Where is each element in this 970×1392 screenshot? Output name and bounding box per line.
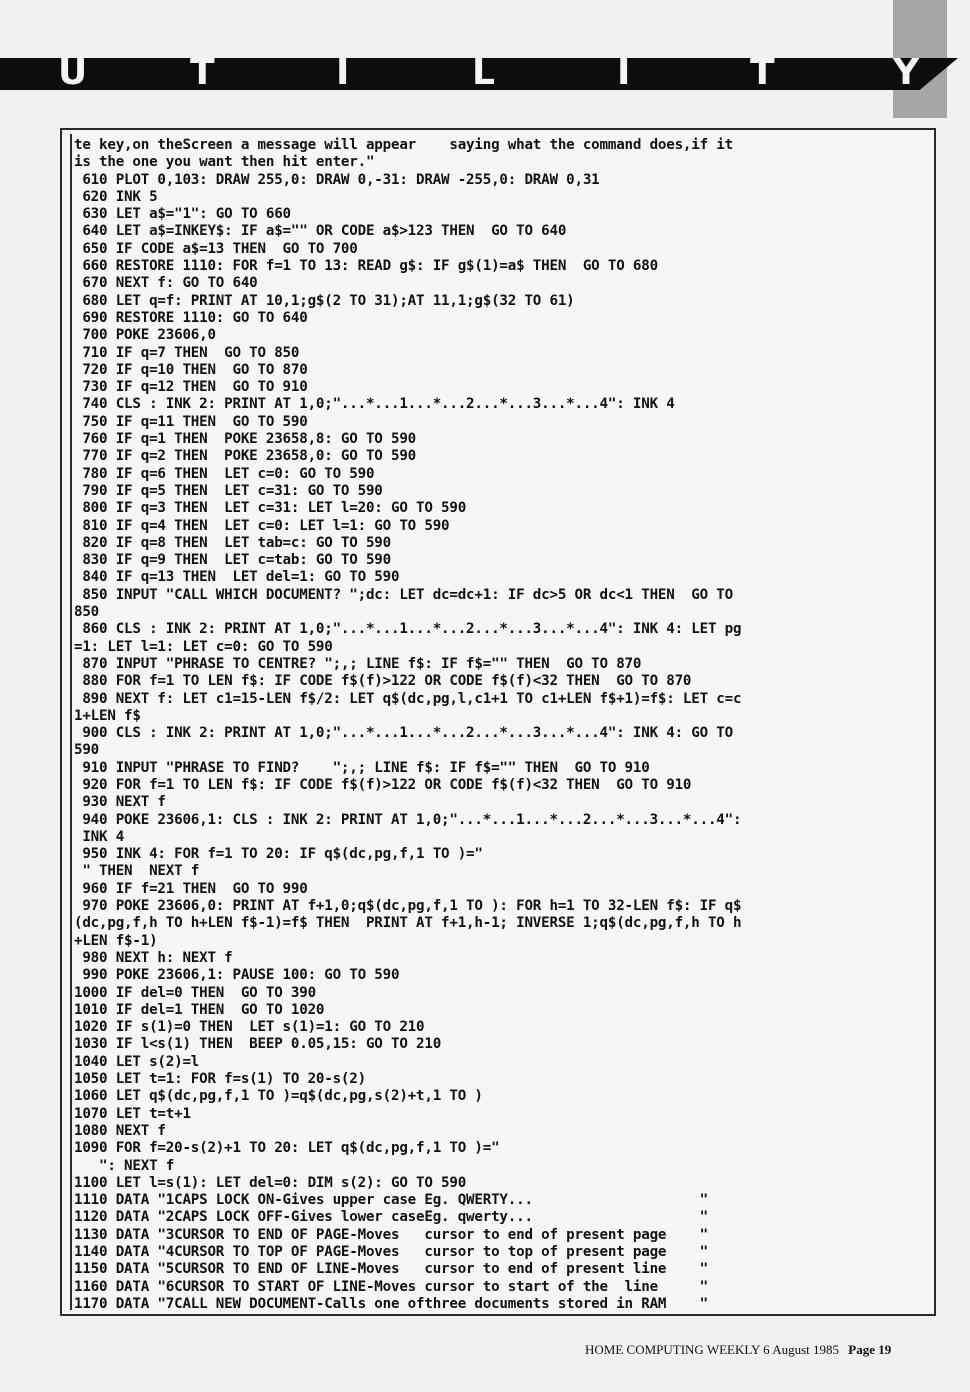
code-line: +LEN f$-1) [74,932,158,949]
code-line: 860 CLS : INK 2: PRINT AT 1,0;"...*...1...*...2...*...3...*...4": INK 4: LET pg [74,621,742,638]
code-line: 870 INPUT "PHRASE TO CENTRE? ";,; LINE f$: IF f$="" THEN GO TO 870 [74,655,642,672]
code-line: 970 POKE 23606,0: PRINT AT f+1,0;q$(dc,pg,f,1 TO ): FOR h=1 TO 32-LEN f$: IF q$ [74,898,742,915]
code-line: ": NEXT f [74,1157,175,1174]
code-line: 850 INPUT "CALL WHICH DOCUMENT? ";dc: LET dc=dc+1: IF dc>5 OR dc<1 THEN GO TO [74,586,733,603]
code-line: is the one you want then hit enter." [74,154,375,171]
code-line: 1120 DATA "2CAPS LOCK OFF-Gives lower caseEg. qwerty... " [74,1209,708,1226]
code-line: 1090 FOR f=20-s(2)+1 TO 20: LET q$(dc,pg,f,1 TO )=" [74,1140,500,1157]
code-line: 790 IF q=5 THEN LET c=31: GO TO 590 [74,482,383,499]
code-line: 910 INPUT "PHRASE TO FIND? ";,; LINE f$: IF f$="" THEN GO TO 910 [74,759,650,776]
code-line: 820 IF q=8 THEN LET tab=c: GO TO 590 [74,534,391,551]
code-line: 660 RESTORE 1110: FOR f=1 TO 13: READ g$: IF g$(1)=a$ THEN GO TO 680 [74,258,658,275]
code-line: 620 INK 5 [74,188,158,205]
code-line: 1000 IF del=0 THEN GO TO 390 [74,984,316,1001]
code-line: 1160 DATA "6CURSOR TO START OF LINE-Moves cursor to start of the line " [74,1278,708,1295]
code-line: 920 FOR f=1 TO LEN f$: IF CODE f$(f)>122 OR CODE f$(f)<32 THEN GO TO 910 [74,776,692,793]
publication-line: HOME COMPUTING WEEKLY 6 August 1985 [585,1342,840,1357]
code-line: 640 LET a$=INKEY$: IF a$="" OR CODE a$>123 THEN GO TO 640 [74,223,567,240]
banner-letter: I [617,52,631,93]
code-line: 1020 IF s(1)=0 THEN LET s(1)=1: GO TO 210 [74,1019,425,1036]
code-line: 1150 DATA "5CURSOR TO END OF LINE-Moves cursor to end of present line " [74,1261,708,1278]
code-line: 680 LET q=f: PRINT AT 10,1;g$(2 TO 31);AT 11,1;g$(32 TO 61) [74,292,575,309]
code-line: te key,on theScreen a message will appear saying what the command does,if it [74,137,733,153]
code-line: 960 IF f=21 THEN GO TO 990 [74,880,308,897]
code-line: 990 POKE 23606,1: PAUSE 100: GO TO 590 [74,967,400,984]
code-line: 1140 DATA "4CURSOR TO TOP OF PAGE-Moves cursor to top of present page " [74,1244,708,1260]
code-line: 720 IF q=10 THEN GO TO 870 [74,361,308,378]
page-footer [585,1342,891,1358]
banner-letter: Y [893,52,920,93]
code-line: 940 POKE 23606,1: CLS : INK 2: PRINT AT 1,0;"...*...1...*...2...*...3...*...4": [74,811,742,828]
code-line: 800 IF q=3 THEN LET c=31: LET l=20: GO TO 590 [74,500,467,517]
code-line: 1100 LET l=s(1): LET del=0: DIM s(2): GO TO 590 [74,1174,467,1191]
program-listing [74,137,924,1313]
code-line: 1110 DATA "1CAPS LOCK ON-Gives upper case Eg. QWERTY... " [74,1192,708,1209]
code-line: 740 CLS : INK 2: PRINT AT 1,0;"...*...1...*...2...*...3...*...4": INK 4 [74,396,675,413]
code-line: 810 IF q=4 THEN LET c=0: LET l=1: GO TO 590 [74,517,450,534]
code-line: =1: LET l=1: LET c=0: GO TO 590 [74,638,333,655]
code-line: 630 LET a$="1": GO TO 660 [74,206,291,223]
code-line: 1050 LET t=1: FOR f=s(1) TO 20-s(2) [74,1071,366,1088]
code-line: 1030 IF l<s(1) THEN BEEP 0.05,15: GO TO 210 [74,1036,442,1053]
code-line: 830 IF q=9 THEN LET c=tab: GO TO 590 [74,552,391,569]
code-line: 610 PLOT 0,103: DRAW 255,0: DRAW 0,-31: DRAW -255,0: DRAW 0,31 [74,171,600,188]
code-line: 760 IF q=1 THEN POKE 23658,8: GO TO 590 [74,431,417,448]
code-line: 1170 DATA "7CALL NEW DOCUMENT-Calls one ofthree documents stored in RAM " [74,1295,708,1312]
banner-letter: U [58,52,88,93]
code-line: 1080 NEXT f [74,1122,166,1139]
code-line: 670 NEXT f: GO TO 640 [74,275,258,292]
code-line: 1040 LET s(2)=l [74,1053,200,1070]
banner-letter: L [472,52,495,93]
code-line: 590 [74,742,100,759]
code-line: 850 [74,604,100,621]
code-line: 750 IF q=11 THEN GO TO 590 [74,413,308,430]
code-line: 780 IF q=6 THEN LET c=0: GO TO 590 [74,465,375,482]
code-line: 1060 LET q$(dc,pg,f,1 TO )=q$(dc,pg,s(2)+t,1 TO ) [74,1088,483,1105]
banner-letter: T [190,52,215,93]
code-line: 710 IF q=7 THEN GO TO 850 [74,344,300,361]
banner-letter: T [750,52,775,93]
code-line: 900 CLS : INK 2: PRINT AT 1,0;"...*...1...*...2...*...3...*...4": INK 4: GO TO [74,725,733,742]
page-number: Page 19 [848,1342,892,1357]
code-line: 1+LEN f$ [74,707,141,724]
code-line: 840 IF q=13 THEN LET del=1: GO TO 590 [74,569,400,586]
code-line: 650 IF CODE a$=13 THEN GO TO 700 [74,240,358,257]
code-line: 700 POKE 23606,0 [74,327,216,344]
code-line: 690 RESTORE 1110: GO TO 640 [74,309,308,326]
code-line: 1130 DATA "3CURSOR TO END OF PAGE-Moves cursor to end of present page " [74,1226,708,1243]
code-line: (dc,pg,f,h TO h+LEN f$-1)=f$ THEN PRINT AT f+1,h-1; INVERSE 1;q$(dc,pg,f,h TO h [74,915,742,932]
code-line: 770 IF q=2 THEN POKE 23658,0: GO TO 590 [74,448,417,465]
code-line: 1010 IF del=1 THEN GO TO 1020 [74,1001,325,1018]
code-line: 730 IF q=12 THEN GO TO 910 [74,379,308,396]
code-line: " THEN NEXT f [74,863,200,880]
code-line: 880 FOR f=1 TO LEN f$: IF CODE f$(f)>122 OR CODE f$(f)<32 THEN GO TO 870 [74,673,692,690]
banner-letter: I [336,52,350,93]
code-line: 1070 LET t=t+1 [74,1105,191,1122]
code-line: 930 NEXT f [74,794,166,811]
code-line: 890 NEXT f: LET c1=15-LEN f$/2: LET q$(dc,pg,l,c1+1 TO c1+LEN f$+1)=f$: LET c=c [74,690,742,707]
code-line: 980 NEXT h: NEXT f [74,949,233,966]
code-line: INK 4 [74,828,125,845]
code-line: 950 INK 4: FOR f=1 TO 20: IF q$(dc,pg,f,1 TO )=" [74,846,483,863]
